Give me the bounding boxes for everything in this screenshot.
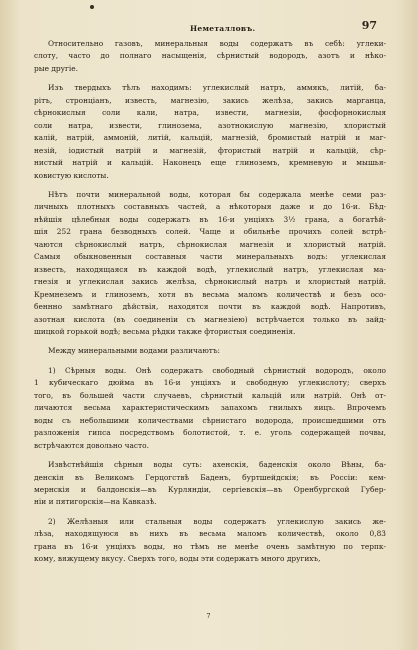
paragraph-gap [34, 509, 386, 516]
text-line: нистый натрій и кальцій. Наконецъ еще глиноземъ, кремневую и мышья- [34, 158, 386, 168]
text-line: встрѣчаются довольно часто. [34, 440, 149, 450]
text-line: кому, вяжущему вкусу. Сверхъ того, воды эти содержатъ много другихъ, [34, 554, 321, 564]
paragraph-gap [34, 358, 386, 365]
paragraph-iron [34, 516, 386, 566]
text-line: мернскія и балдонскія—въ Курляндіи, сергіевскія—въ Оренбургской Губер- [34, 484, 386, 494]
text-line: ковистую кислоты. [34, 170, 109, 180]
text-line: Нѣтъ почти минеральной воды, которая бы содержала менѣе семи раз- [48, 189, 386, 199]
text-line: гнезія и углекислая закись желѣза, сѣрнокислый натръ и хлористый натрій. [34, 277, 386, 287]
text-line: Самыя обыкновенныя составныя части минеральныхъ водъ: углекислая [34, 252, 386, 262]
text-line: 1) Сѣрныя воды. Онѣ содержатъ свободный сѣрнистый водородъ, около [48, 365, 386, 375]
paragraph-sulfur [34, 365, 386, 452]
text-line: рітъ, стронціанъ, известь, магнезію, закись желѣза, закись марганца, [34, 95, 386, 105]
text-line: воды съ небольшими количествами сѣрнистаго водорода, происшедшими отъ [34, 415, 386, 425]
text-line: рые другіе. [34, 63, 78, 73]
text-line: известь, находящаяся въ каждой водѣ, углекислый натръ, углекислая ма- [34, 264, 386, 274]
paragraph-gap [34, 75, 386, 82]
text-line: 2) Желѣзныя или стальныя воды содержатъ углекислую закись же- [48, 516, 386, 526]
text-line: денскія въ Великомъ Герцогствѣ Баденъ, буртшейдскія; въ Россіи: кем- [34, 472, 386, 482]
text-line: Изъ твердыхъ тѣлъ находимъ: углекислый натръ, аммякъ, литій, ба- [48, 83, 386, 93]
text-line: разложенія гипса посредствомъ болотистой, т. е. уголь содержащей почвы, [34, 428, 386, 438]
page-number: 97 [361, 19, 377, 32]
text-line: сѣрнокислыя соли кали, натра, извести, магнезіи, фосфорнокислыя [34, 108, 386, 118]
text-line: калій, натрій, аммоній, литій, кальцій, магнезій, бромистый натрій и маг- [34, 133, 386, 143]
text-line: беннно замѣтнаго дѣйствія, находятся почти въ каждой водѣ. Напротивъ, [34, 302, 386, 312]
paragraph-gases [34, 38, 386, 75]
paragraph-gap [34, 452, 386, 459]
text-line: шія 252 грана безводныхъ солей. Чаще и обильнѣе прочихъ солей встрѣ- [34, 227, 386, 237]
text-line: ніи и пятигорскія—на Кавказѣ. [34, 497, 157, 507]
paragraph-gap [34, 338, 386, 345]
paragraph-solids [34, 82, 386, 182]
text-line: Извѣстнѣйшія сѣрныя воды суть: ахенскія, баденскія около Вѣны, ба- [48, 460, 386, 470]
text-line: нѣйшія цѣлебныя воды содержатъ въ 16-и унціяхъ 3½ грана, а богатѣй- [34, 214, 386, 224]
text-line: того, въ большей части случаевъ, сѣрнистый кальцій или натрій. Онѣ от- [34, 390, 386, 400]
page-body [34, 38, 386, 566]
running-title: Неметалловъ. [190, 24, 256, 33]
page-header [0, 10, 417, 33]
text-line: чаются сѣрнокислый натръ, сѣрнокислая магнезія и хлористый натрій. [34, 239, 386, 249]
text-line: соли натра, извести, глинозема, азотнокислую магнезію, хлористый [34, 120, 386, 130]
text-line: грана въ 16-и унціяхъ воды, но тѣмъ не менѣе очень замѣтную по терпк- [34, 541, 386, 551]
paragraph-gap [34, 182, 386, 189]
paragraph-sulfur-places [34, 459, 386, 509]
paragraph-kinds [34, 345, 386, 357]
text-line: Относительно газовъ, минеральныя воды содержатъ въ себѣ: углеки- [48, 39, 386, 48]
text-line: азотная кислота (въ соединеніи съ магнезіею) встрѣчается только въ зайд- [34, 314, 386, 324]
text-line: личныхъ плотныхъ составныхъ частей, а нѣкоторыя даже и до 16-и. Бѣд- [34, 202, 386, 212]
signature-mark: 7 [206, 612, 211, 620]
text-line: личаются весьма характеристическимъ запахомъ гнилыхъ яицъ. Впрочемъ [34, 403, 386, 413]
text-line: шицкой горькой водѣ; весьма рѣдки также фтористыя соединенія. [34, 326, 296, 336]
text-line: 1 кубическаго дюйма въ 16-и унціяхъ и свободную углекислоту; сверхъ [34, 378, 386, 388]
text-line: Между минеральными водами различаютъ: [48, 346, 221, 356]
text-line: слоту, часто до полнаго насыщенія, сѣрнистый водородъ, азотъ и нѣко- [34, 51, 386, 61]
paragraph-composition [34, 189, 386, 338]
text-line: лѣза, находящуюся въ нихъ въ весьма маломъ количествѣ, около 0,83 [34, 529, 386, 539]
ink-speck [90, 5, 94, 9]
text-line: Кремнеземъ и глиноземъ, хотя въ весьма маломъ количествѣ и безъ осо- [34, 289, 386, 299]
text-line: незій, іодистый натрій и магнезій, фтористый натрій и кальцій, сѣр- [34, 145, 386, 155]
